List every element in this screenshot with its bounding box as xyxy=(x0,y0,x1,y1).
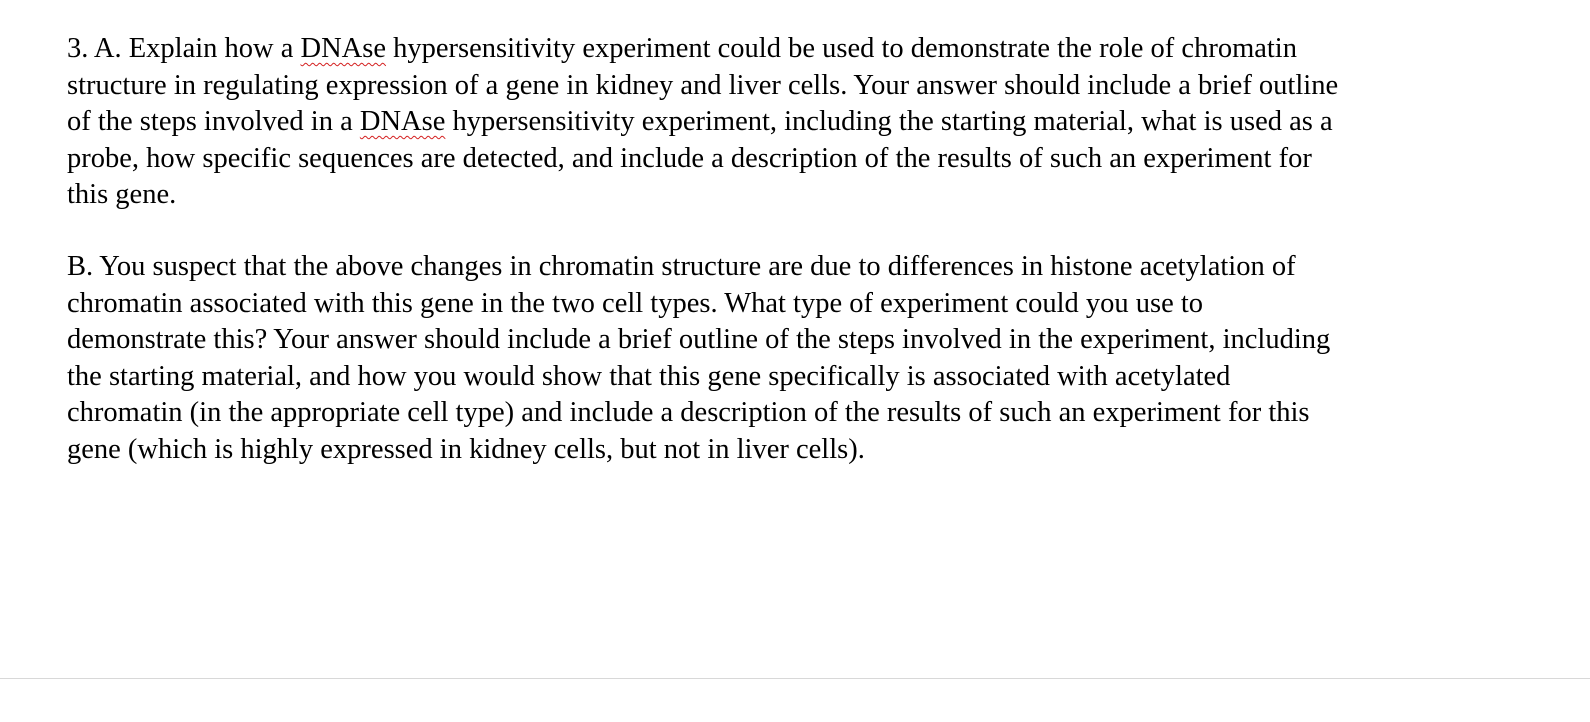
question-b-line-4: the starting material, and how you would show that this gene specifically is associated with acetylated xyxy=(67,360,1231,392)
spellcheck-flagged-word[interactable]: DNAse xyxy=(300,33,387,64)
question-b-line-5: chromatin (in the appropriate cell type) and include a description of the results of such an experiment for this xyxy=(67,397,1310,428)
question-a-paragraph[interactable] xyxy=(67,31,1537,214)
question-a-line-5 xyxy=(67,177,1537,214)
text-run: of the steps involved in a xyxy=(67,106,360,137)
spellcheck-flagged-word[interactable]: DNAse xyxy=(359,106,446,137)
question-a-line-1 xyxy=(67,31,1537,68)
below-page-area xyxy=(0,679,1590,722)
question-b-line-1: B. You suspect that the above changes in chromatin structure are due to differences in histone acetylation of xyxy=(67,251,1296,282)
text-run: hypersensitivity experiment could be used to demonstrate the role of chromatin xyxy=(386,33,1297,64)
question-a-line-3 xyxy=(67,104,1537,141)
text-run: this gene. xyxy=(67,179,177,210)
question-a-line-2 xyxy=(67,68,1537,105)
question-b-line-6: gene (which is highly expressed in kidney cells, but not in liver cells). xyxy=(67,433,865,465)
text-run: probe, how specific sequences are detected, and include a description of the results of such an experiment for xyxy=(67,142,1312,174)
text-run: hypersensitivity experiment, including the starting material, what is used as a xyxy=(445,106,1333,137)
text-run: structure in regulating expression of a gene in kidney and liver cells. Your answer should include a brief outline xyxy=(67,69,1339,101)
question-a-line-4 xyxy=(67,141,1537,178)
question-b-line-2: chromatin associated with this gene in the two cell types. What type of experiment could you use to xyxy=(67,287,1204,319)
question-b-line-3: demonstrate this? Your answer should include a brief outline of the steps involved in the experiment, including xyxy=(67,324,1331,355)
text-run: 3. A. Explain how a xyxy=(67,33,301,64)
question-b-paragraph[interactable] xyxy=(67,249,1537,468)
